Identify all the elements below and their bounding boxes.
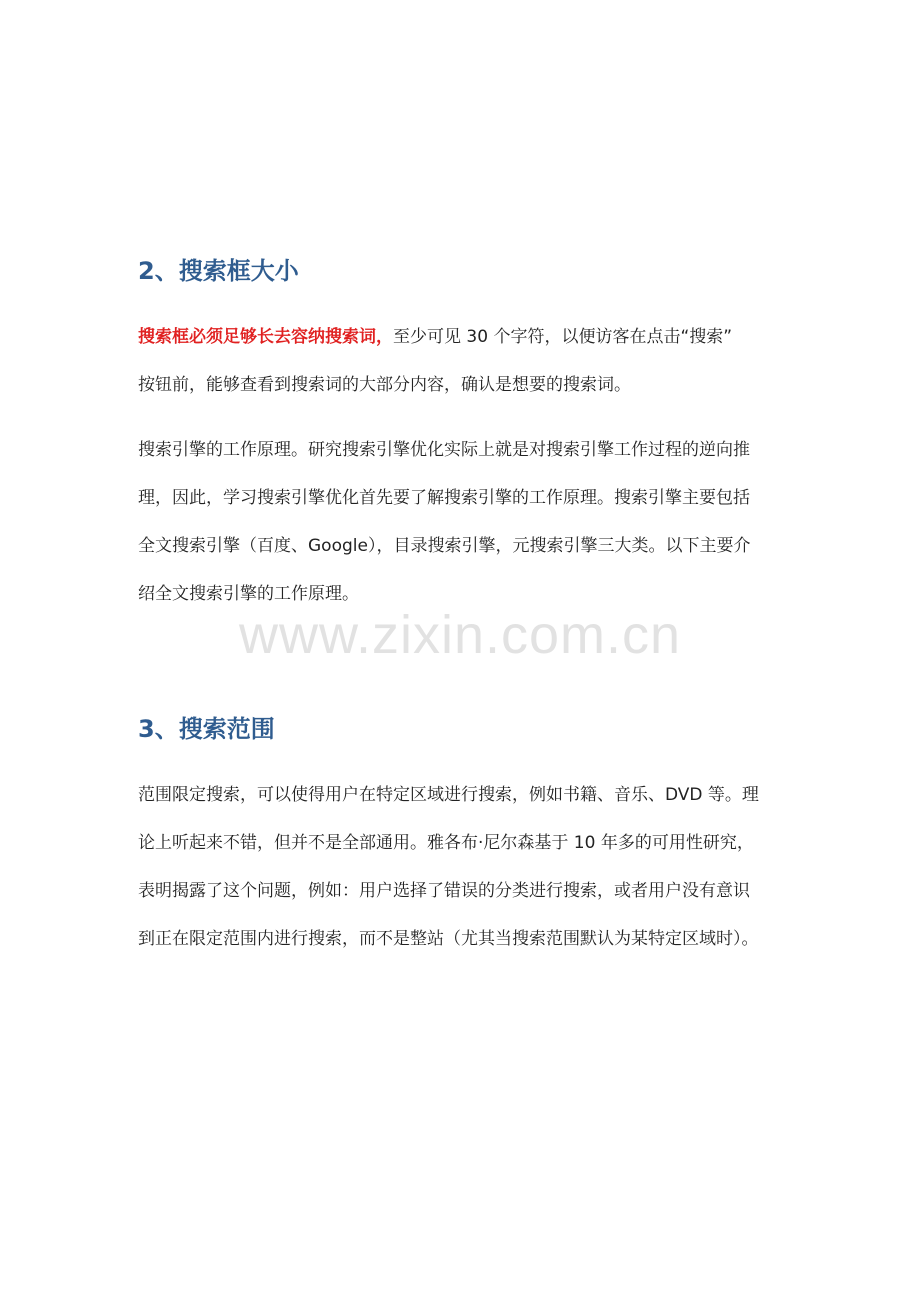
paragraph-line: 按钮前，能够查看到搜索词的大部分内容，确认是想要的搜索词。 <box>138 375 631 395</box>
paragraph-line: 搜索引擎的工作原理。研究搜索引擎优化实际上就是对搜索引擎工作过程的逆向推 <box>138 440 750 460</box>
search-box-size-paragraph <box>138 313 786 409</box>
paragraph-line: 范围限定搜索，可以使得用户在特定区域进行搜索，例如书籍、音乐、DVD 等。理 <box>138 785 759 805</box>
paragraph-line: 全文搜索引擎（百度、Google），目录搜索引擎，元搜索引擎三大类。以下主要介 <box>138 536 751 556</box>
paragraph-line: 论上听起来不错，但并不是全部通用。雅各布·尼尔森基于 10 年多的可用性研究， <box>138 833 754 853</box>
watermark: www.zixin.com.cn <box>238 605 682 665</box>
search-engine-principle-paragraph <box>138 426 786 618</box>
paragraph-line <box>138 313 786 361</box>
section-2-title: 2、搜索框大小 <box>138 257 299 285</box>
search-scope-paragraph <box>138 771 786 963</box>
paragraph-line: 理，因此，学习搜索引擎优化首先要了解搜索引擎的工作原理。搜索引擎主要包括 <box>138 488 750 508</box>
paragraph-line: 表明揭露了这个问题，例如：用户选择了错误的分类进行搜索，或者用户没有意识 <box>138 881 750 901</box>
paragraph-line: 到正在限定范围内进行搜索，而不是整站（尤其当搜索范围默认为某特定区域时）。 <box>138 929 759 949</box>
line-text: 至少可见 30 个字符，以便访客在点击“搜索” <box>393 327 733 347</box>
emphasis-text: 搜索框必须足够长去容纳搜索词， <box>138 327 393 347</box>
paragraph-line: 绍全文搜索引擎的工作原理。 <box>138 584 359 604</box>
section-3-title: 3、搜索范围 <box>138 715 275 743</box>
